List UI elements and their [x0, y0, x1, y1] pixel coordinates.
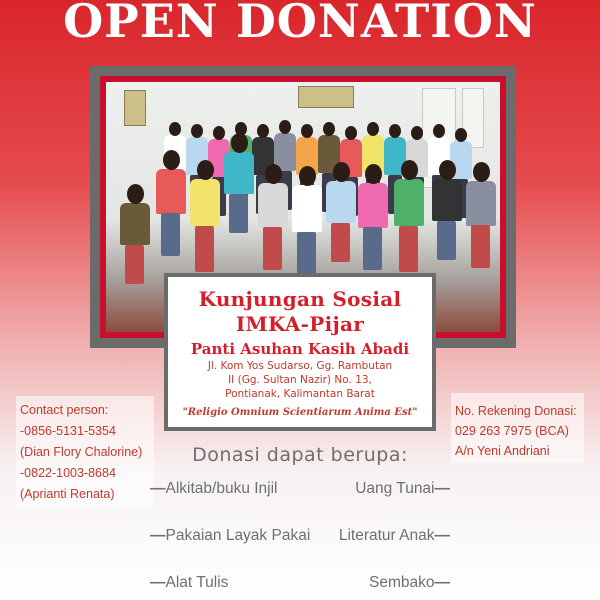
contact-name-1: (Dian Flory Chalorine) [20, 445, 143, 459]
contact-box [16, 396, 154, 508]
photo-person [190, 160, 220, 272]
photo-person [224, 133, 254, 233]
photo-person [120, 184, 150, 284]
bank-account-holder: A/n Yeni Andriani [455, 444, 550, 458]
motto: "Religio Omnium Scientiarum Anima Est" [182, 407, 418, 418]
donation-item: —Alat Tulis [150, 574, 229, 591]
address-line-2: II (Gg. Sultan Nazir) No. 13, [228, 374, 372, 386]
contact-phone-1: -0856-5131-5354 [20, 424, 116, 438]
photo-person [432, 160, 462, 260]
photo-person [258, 164, 288, 270]
donation-item: Uang Tunai— [355, 480, 450, 497]
wall-sign [298, 86, 354, 108]
wall-notice-board [124, 90, 146, 126]
bank-label: No. Rekening Donasi: [455, 404, 577, 418]
contact-name-2: (Aprianti Renata) [20, 487, 115, 501]
photo-person [358, 164, 388, 270]
photo-person [292, 166, 322, 278]
event-organizer: IMKA-Pijar [235, 312, 365, 336]
orphanage-name: Panti Asuhan Kasih Abadi [190, 340, 410, 358]
donation-item: Sembako— [369, 574, 450, 591]
contact-phone-2: -0822-1003-8684 [20, 466, 116, 480]
photo-person [326, 162, 356, 262]
donation-item: —Pakaian Layak Pakai [150, 527, 311, 544]
donation-item: Literatur Anak— [338, 527, 450, 544]
donation-item: —Alkitab/buku Injil [150, 480, 278, 497]
donation-types-title: Donasi dapat berupa: [192, 444, 408, 466]
event-title: Kunjungan Sosial [198, 287, 402, 311]
address-line-3: Pontianak, Kalimantan Barat [225, 388, 375, 400]
contact-label: Contact person: [20, 403, 109, 417]
bank-account-number: 029 263 7975 (BCA) [455, 424, 569, 438]
headline: OPEN DONATION [63, 0, 537, 48]
photo-person [466, 162, 496, 268]
photo-person [394, 160, 424, 272]
address-line-1: Jl. Kom Yos Sudarso, Gg. Rambutan [207, 360, 393, 372]
bank-account-box [451, 393, 584, 463]
event-card [164, 273, 436, 431]
photo-person [156, 150, 186, 256]
